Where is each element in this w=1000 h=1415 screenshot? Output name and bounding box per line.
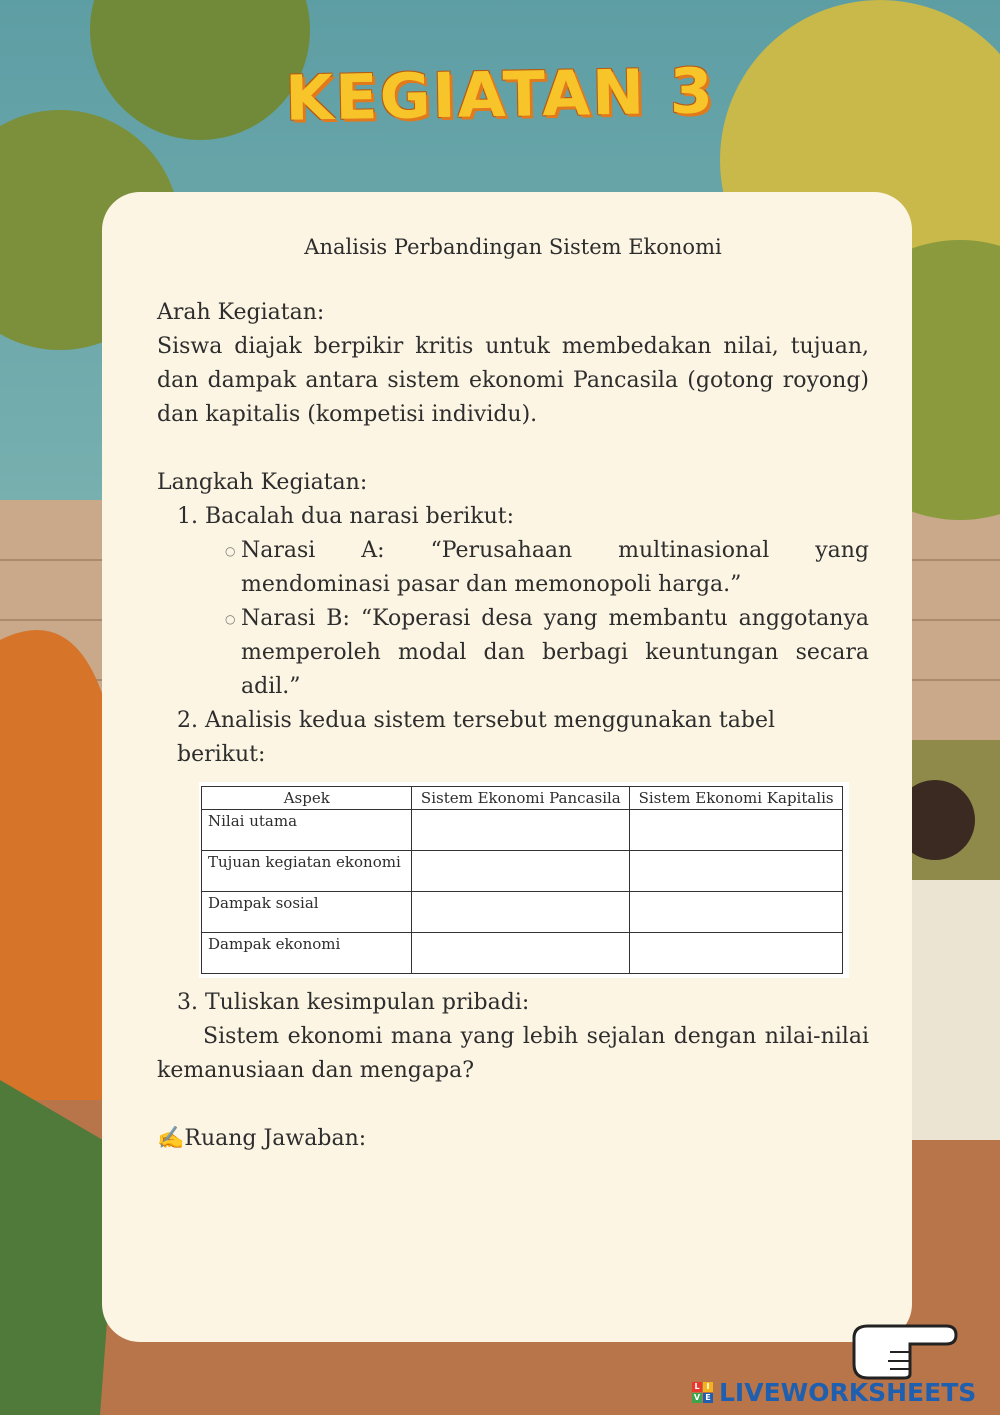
- logo-letter: V: [693, 1392, 701, 1402]
- comparison-table: [201, 786, 843, 974]
- arah-label: Arah Kegiatan:: [157, 300, 325, 325]
- logo-letter: L: [692, 1382, 702, 1392]
- narasi-b: Narasi B: “Koperasi desa yang membantu anggotanya memperoleh modal dan berbagi keuntungan secara adil.”: [241, 606, 869, 699]
- table-header-row: [202, 787, 843, 810]
- activity-title: KEGIATAN 3: [284, 54, 716, 135]
- circle-bullet-icon: ○: [225, 612, 236, 626]
- arah-text: Siswa diajak berpikir kritis untuk membedakan nilai, tujuan, dan dampak antara sistem ekonomi Pancasila (gotong royong) dan kapitalis (kompetisi individu).: [157, 334, 869, 427]
- table-row: [202, 851, 843, 892]
- question-text: Sistem ekonomi mana yang lebih sejalan dengan nilai-nilai kemanusiaan dan mengapa?: [157, 1024, 869, 1083]
- answer-cell[interactable]: [412, 810, 630, 851]
- table-row: [202, 810, 843, 851]
- step-3: 3. Tuliskan kesimpulan pribadi:: [177, 990, 530, 1015]
- table-header: Aspek: [202, 787, 412, 810]
- row-label: Tujuan kegiatan ekonomi: [202, 851, 412, 892]
- comparison-table-wrap: [199, 782, 849, 978]
- answer-cell[interactable]: [412, 933, 630, 974]
- answer-cell[interactable]: [630, 892, 843, 933]
- answer-cell[interactable]: [412, 892, 630, 933]
- logo-letter: I: [703, 1382, 713, 1392]
- worksheet-content: [157, 230, 869, 1156]
- answer-space-label: ✍Ruang Jawaban:: [157, 1126, 367, 1151]
- row-label: Dampak sosial: [202, 892, 412, 933]
- step-2: 2. Analisis kedua sistem tersebut menggunakan tabel berikut:: [177, 708, 776, 767]
- pointing-hand-icon[interactable]: [848, 1318, 960, 1382]
- table-header: Sistem Ekonomi Pancasila: [412, 787, 630, 810]
- liveworksheets-logo[interactable]: [692, 1376, 976, 1408]
- step-1: 1. Bacalah dua narasi berikut:: [177, 504, 515, 529]
- row-label: Nilai utama: [202, 810, 412, 851]
- brand-name: LIVEWORKSHEETS: [719, 1377, 977, 1407]
- table-row: [202, 892, 843, 933]
- answer-cell[interactable]: [412, 851, 630, 892]
- list-item: [157, 534, 869, 602]
- logo-letter: E: [703, 1393, 713, 1403]
- row-label: Dampak ekonomi: [202, 933, 412, 974]
- answer-cell[interactable]: [630, 810, 843, 851]
- list-item: [157, 602, 869, 704]
- table-row: [202, 933, 843, 974]
- narasi-a: Narasi A: “Perusahaan multinasional yang mendominasi pasar dan memonopoli harga.”: [241, 538, 869, 597]
- table-header: Sistem Ekonomi Kapitalis: [630, 787, 843, 810]
- answer-cell[interactable]: [630, 851, 843, 892]
- logo-mark: [692, 1382, 713, 1403]
- answer-cell[interactable]: [630, 933, 843, 974]
- page-subtitle: Analisis Perbandingan Sistem Ekonomi: [304, 235, 722, 259]
- circle-bullet-icon: ○: [225, 544, 236, 558]
- langkah-label: Langkah Kegiatan:: [157, 470, 368, 495]
